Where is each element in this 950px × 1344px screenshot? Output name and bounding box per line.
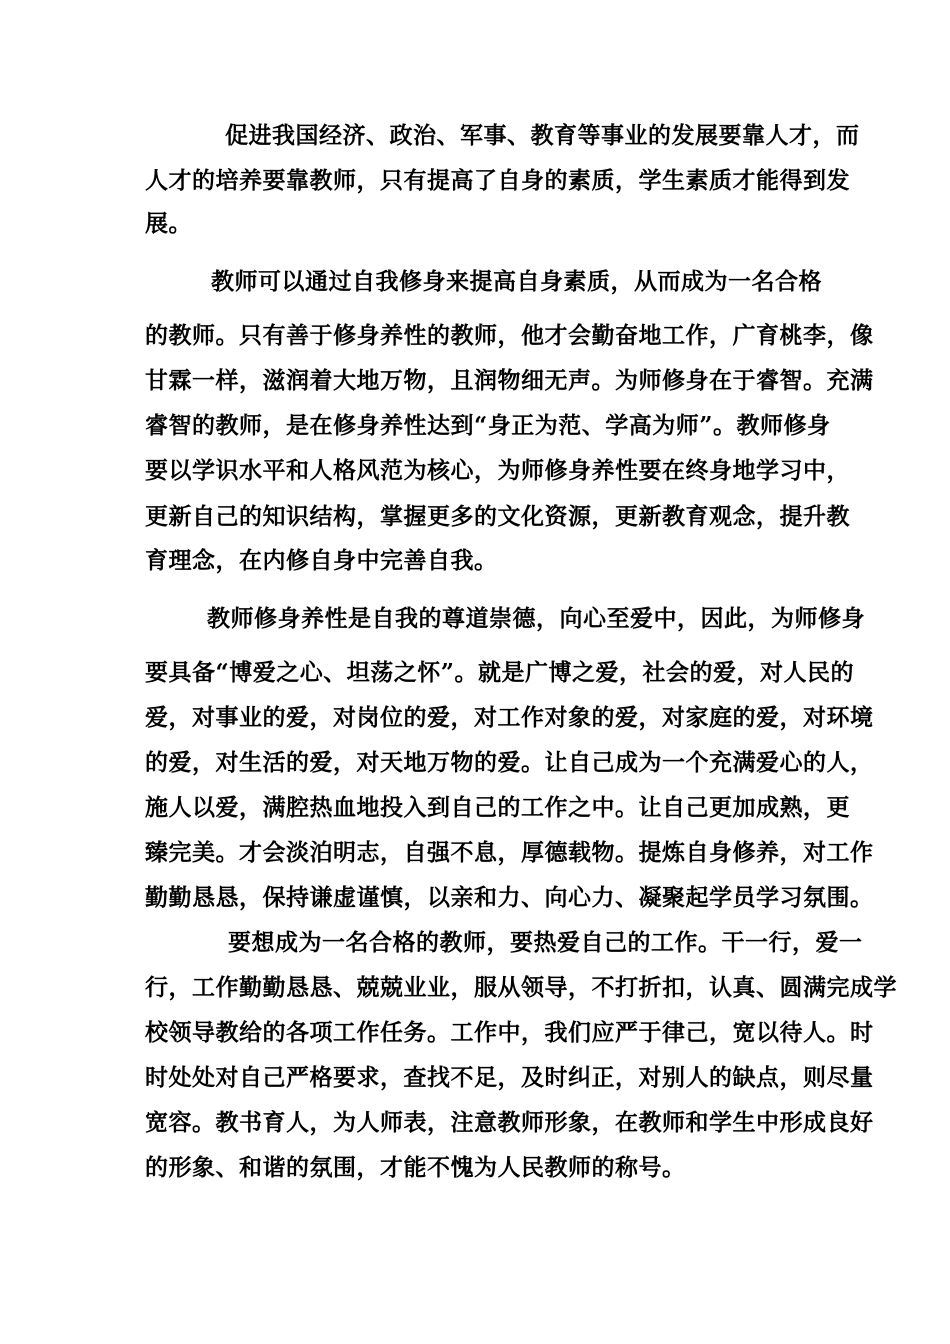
- paragraph-3-line-4: 的爱，对生活的爱，对天地万物的爱。让自己成为一个充满爱心的人，: [145, 749, 874, 776]
- paragraph-3-line-6: 臻完美。才会淡泊明志，自强不息，厚德载物。提炼自身修养，对工作: [145, 839, 874, 866]
- paragraph-4-line-3: 校领导教给的各项工作任务。工作中，我们应严于律己，宽以待人。时: [145, 1019, 874, 1046]
- paragraph-4-line-5: 宽容。教书育人，为人师表，注意教师形象，在教师和学生中形成良好: [145, 1109, 874, 1136]
- paragraph-2-line-6: 更新自己的知识结构，掌握更多的文化资源，更新教育观念，提升教: [145, 503, 850, 530]
- paragraph-1-line-2: 人才的培养要靠教师，只有提高了自身的素质，学生素质才能得到发: [145, 167, 850, 194]
- paragraph-2-line-5: 要以学识水平和人格风范为核心，为师修身养性要在终身地学习中，: [145, 457, 850, 484]
- paragraph-1-line-1: 促进我国经济、政治、军事、教育等事业的发展要靠人才，而: [225, 122, 860, 149]
- paragraph-1-line-3: 展。: [145, 210, 192, 237]
- paragraph-3-line-3: 爱，对事业的爱，对岗位的爱，对工作对象的爱，对家庭的爱，对环境: [145, 704, 874, 731]
- paragraph-3-line-1: 教师修身养性是自我的尊道崇德，向心至爱中，因此，为师修身: [207, 605, 865, 632]
- paragraph-3-line-7: 勤勤恳恳，保持谦虚谨慎，以亲和力、向心力、凝聚起学员学习氛围。: [145, 884, 874, 911]
- paragraph-4-line-4: 时处处对自己严格要求，查找不足，及时纠正，对别人的缺点，则尽量: [145, 1064, 874, 1091]
- paragraph-2-line-7: 育理念，在内修自身中完善自我。: [145, 547, 498, 574]
- paragraph-2-line-3: 甘霖一样，滋润着大地万物，且润物细无声。为师修身在于睿智。充满: [145, 367, 874, 394]
- paragraph-4-line-1: 要想成为一名合格的教师，要热爱自己的工作。干一行，爱一: [228, 929, 863, 956]
- paragraph-4-line-2: 行，工作勤勤恳恳、兢兢业业，服从领导，不打折扣，认真、圆满完成学: [145, 974, 897, 1001]
- paragraph-2-line-2: 的教师。只有善于修身养性的教师，他才会勤奋地工作，广育桃李，像: [145, 322, 874, 349]
- paragraph-4-line-6: 的形象、和谐的氛围，才能不愧为人民教师的称号。: [145, 1154, 686, 1181]
- paragraph-3-line-5: 施人以爱，满腔热血地投入到自己的工作之中。让自己更加成熟，更: [145, 794, 850, 821]
- paragraph-3-line-2: 要具备“博爱之心、坦荡之怀”。就是广博之爱，社会的爱，对人民的: [145, 659, 854, 686]
- paragraph-2-line-4: 睿智的教师，是在修身养性达到“身正为范、学高为师”。教师修身: [145, 412, 831, 439]
- paragraph-2-line-1: 教师可以通过自我修身来提高自身素质，从而成为一名合格: [211, 268, 822, 295]
